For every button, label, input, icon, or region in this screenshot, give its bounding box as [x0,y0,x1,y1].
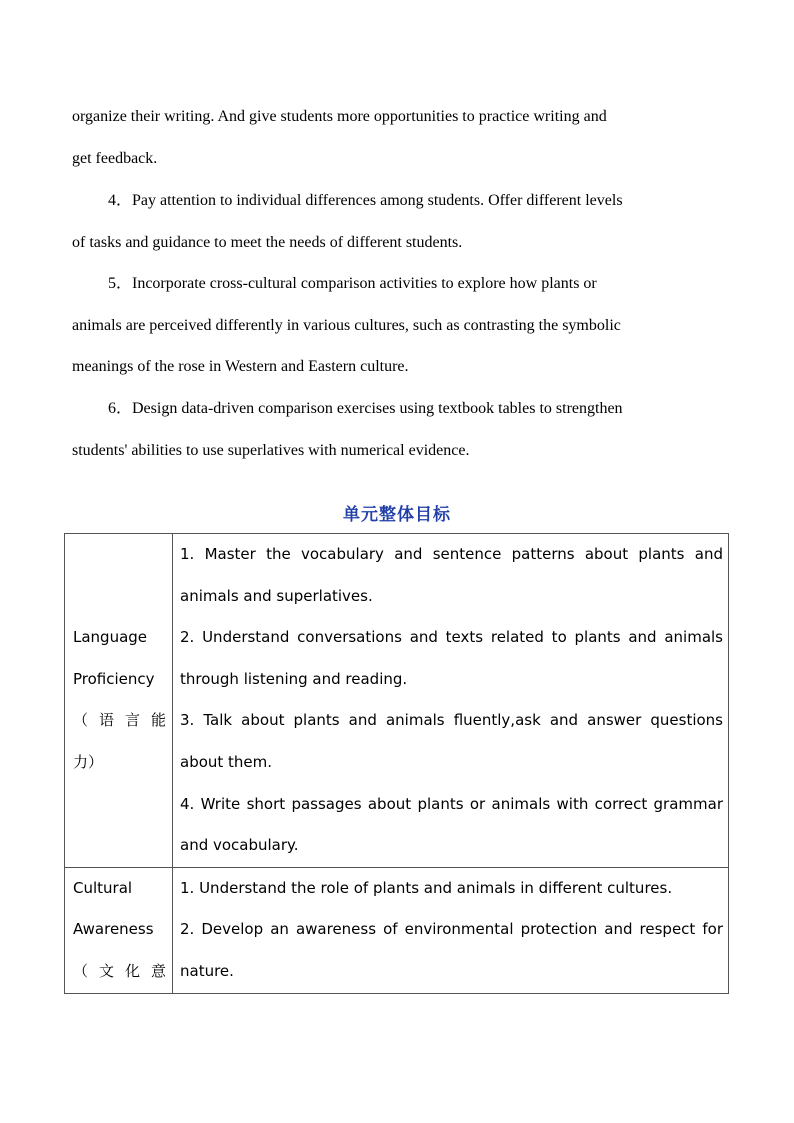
goal-line: nature. [180,961,234,980]
table-row-cultural-awareness [65,867,729,993]
category-label-en: Proficiency [73,669,155,688]
category-cell [65,867,173,993]
goal-line: animals and superlatives. [180,586,373,605]
goal-line: 2. Understand conversations and texts related to plants and animals [180,628,723,647]
category-label-en: Awareness [73,920,154,939]
goal-line: 2. Develop an awareness of environmental protection and respect for [180,920,723,939]
text-line: 5．Incorporate cross-cultural comparison activities to explore how plants or [108,275,597,292]
text-line: organize their writing. And give students more opportunities to practice writing and [72,108,607,125]
category-label-en: Language [73,628,148,646]
content-cell [173,867,729,993]
text-line: 4．Pay attention to individual differences among students. Offer different levels [108,192,623,209]
goal-line: 3. Talk about plants and animals fluently,ask and answer questions [180,711,723,730]
goal-line: and vocabulary. [180,836,299,855]
goal-line: 1. Master the vocabulary and sentence patterns about plants and [180,545,723,563]
paragraph-item-4 [72,180,722,263]
table-row-language-proficiency [65,534,729,868]
category-cell [65,534,173,868]
text-line: students' abilities to use superlatives with numerical evidence. [72,441,470,459]
category-label-zh: （文化意 [73,961,166,980]
text-line: of tasks and guidance to meet the needs of different students. [72,233,463,251]
goal-line: 4. Write short passages about plants or animals with correct grammar [180,794,723,813]
goal-line: through listening and reading. [180,669,408,688]
paragraph-item-5 [72,263,722,388]
goal-line: about them. [180,752,273,771]
category-label-zh: （语言能 [73,711,166,730]
text-line: meanings of the rose in Western and Eastern culture. [72,358,409,376]
category-label-zh: 力） [73,752,104,771]
goal-line: 1. Understand the role of plants and animals in different cultures. [180,878,673,897]
paragraph-item-6 [72,388,722,471]
text-line: get feedback. [72,149,158,167]
text-line: 6．Design data-driven comparison exercises using textbook tables to strengthen [108,400,623,417]
paragraph-continuation [72,96,722,179]
content-cell [173,534,729,868]
category-label-en: Cultural [73,878,133,897]
section-title: 单元整体目标 [343,505,451,525]
goals-table [64,533,729,994]
text-line: animals are perceived differently in various cultures, such as contrasting the symbolic [72,316,621,334]
